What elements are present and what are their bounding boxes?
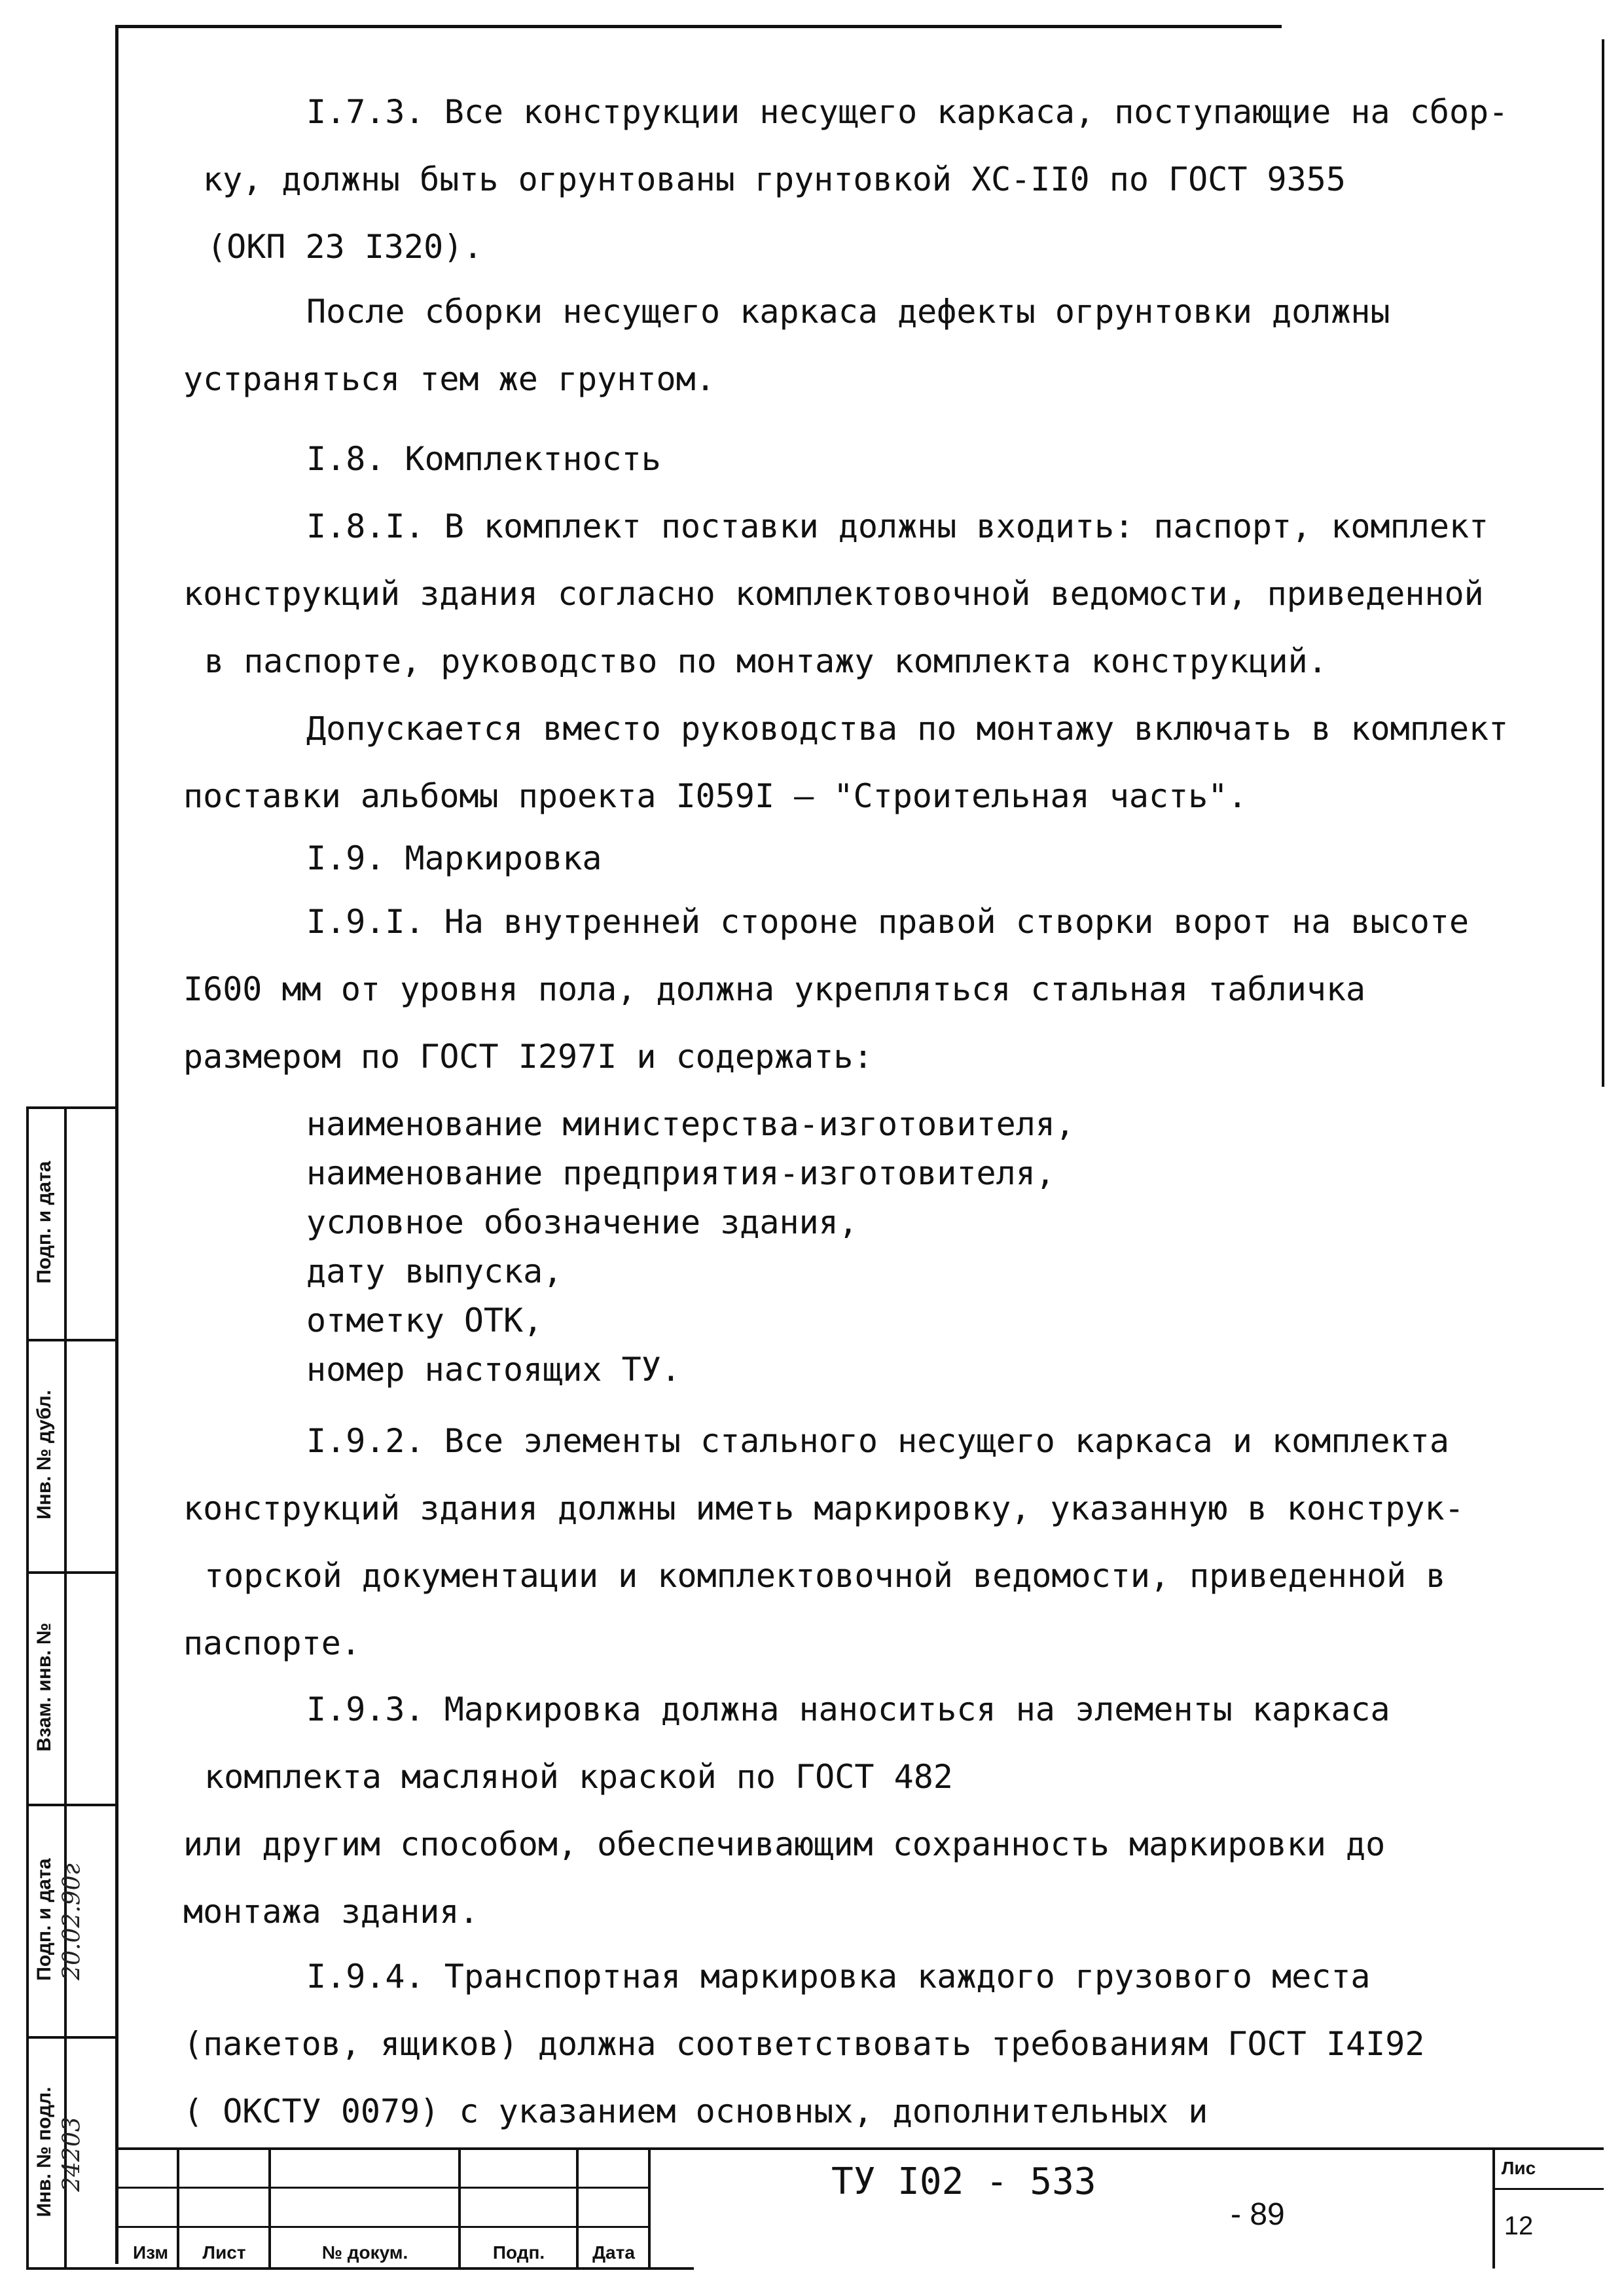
heading-1-8 [306, 426, 661, 493]
plate-contents-list [306, 1100, 1075, 1394]
text-line: или другим способом, обеспечивающим сохранность маркировки до [183, 1825, 1386, 1863]
paragraph-after-assembly [183, 278, 1390, 413]
document-code: ТУ I02 - 533 [831, 2160, 1096, 2203]
izm-label: Изм [132, 2242, 169, 2263]
heading-1-9 [306, 825, 602, 892]
paragraph-1-9-2 [183, 1408, 1464, 1677]
text-line: размером по ГОСТ I297I и содержать: [183, 1038, 873, 1076]
section-heading: I.9. Маркировка [306, 839, 602, 877]
handwritten-inv-number: 24203 [58, 2117, 86, 2192]
paragraph-1-8-2 [183, 695, 1508, 830]
text-line: (ОКП 23 I320). [207, 228, 483, 266]
text-line: I.9.I. На внутренней стороне правой створки ворот на высоте [306, 903, 1470, 941]
text-line: устраняться тем же грунтом. [183, 360, 715, 398]
podp-label: Подп. [492, 2242, 545, 2263]
section-heading: I.8. Комплектность [306, 440, 661, 478]
text-line: Допускается вместо руководства по монтажу включать в комплект [306, 710, 1509, 748]
list-label: Лист [202, 2242, 246, 2263]
text-line: конструкций здания согласно комплектовочной ведомости, приведенной [183, 575, 1484, 613]
inv-dubl-label: Инв. № дубл. [33, 1390, 55, 1520]
podp-data-label-2: Подп. и дата [33, 1858, 55, 1981]
paragraph-1-9-3 [183, 1676, 1390, 1946]
page-number: - 89 [1231, 2197, 1285, 2232]
text-line: I.7.3. Все конструкции несущего каркаса, поступающие на сбор- [306, 93, 1509, 131]
paragraph-1-7-3 [183, 79, 1508, 281]
text-line: I.9.4. Транспортная маркировка каждого грузового места [306, 1958, 1371, 1995]
list-item: наименование предприятия-изготовителя, [306, 1154, 1055, 1192]
frame-right-line [1602, 39, 1604, 1087]
text-line: монтажа здания. [183, 1893, 479, 1931]
handwritten-date: 20.02.90г [58, 1863, 86, 1980]
list-item: дату выпуска, [306, 1252, 563, 1290]
sheet-label: Лис [1501, 2158, 1536, 2178]
text-line: I.8.I. В комплект поставки должны входить: паспорт, комплект [306, 507, 1489, 545]
doc-number-label: № докум. [321, 2242, 408, 2263]
text-line: ку, должны быть огрунтованы грунтовкой ХС-II0 по ГОСТ 9355 [203, 160, 1346, 198]
paragraph-1-9-1 [183, 888, 1469, 1091]
list-item: условное обозначение здания, [306, 1203, 858, 1241]
text-line: I.9.3. Маркировка должна наноситься на элементы каркаса [306, 1690, 1390, 1728]
title-block [118, 2147, 1604, 2269]
sheet-number: 12 [1504, 2212, 1534, 2240]
paragraph-1-8-1 [183, 493, 1489, 695]
text-line: торской документации и комплектовочной ведомости, приведенной в [204, 1557, 1446, 1595]
vzam-inv-label: Взам. инв. № [33, 1622, 55, 1752]
paragraph-1-9-4 [183, 1943, 1424, 2145]
inv-podl-label: Инв. № подл. [33, 2086, 55, 2217]
text-line: После сборки несущего каркаса дефекты огрунтовки должны [306, 293, 1390, 331]
text-line: (пакетов, ящиков) должна соответствовать требованиям ГОСТ I4I92 [183, 2025, 1425, 2063]
list-item: номер настоящих ТУ. [306, 1351, 681, 1389]
podp-data-label-1: Подп. и дата [33, 1161, 55, 1284]
data-label: Дата [592, 2242, 635, 2263]
side-stamp [26, 1106, 118, 2269]
text-line: I600 мм от уровня пола, должна укрепляться стальная табличка [183, 970, 1366, 1008]
text-line: комплекта масляной краской по ГОСТ 482 [204, 1758, 953, 1796]
list-item: отметку ОТК, [306, 1302, 543, 1339]
text-line: в паспорте, руководство по монтажу комплекта конструкций. [204, 642, 1327, 680]
text-line: поставки альбомы проекта I059I – "Строительная часть". [183, 777, 1248, 815]
text-line: конструкций здания должны иметь маркировку, указанную в конструк- [183, 1489, 1464, 1527]
frame-top-line [117, 25, 1282, 28]
text-line: ( ОКСТУ 0079) с указанием основных, дополнительных и [183, 2092, 1208, 2130]
text-line: I.9.2. Все элементы стального несущего каркаса и комплекта [306, 1422, 1449, 1460]
text-line: паспорте. [183, 1624, 361, 1662]
list-item: наименование министерства-изготовителя, [306, 1105, 1075, 1143]
